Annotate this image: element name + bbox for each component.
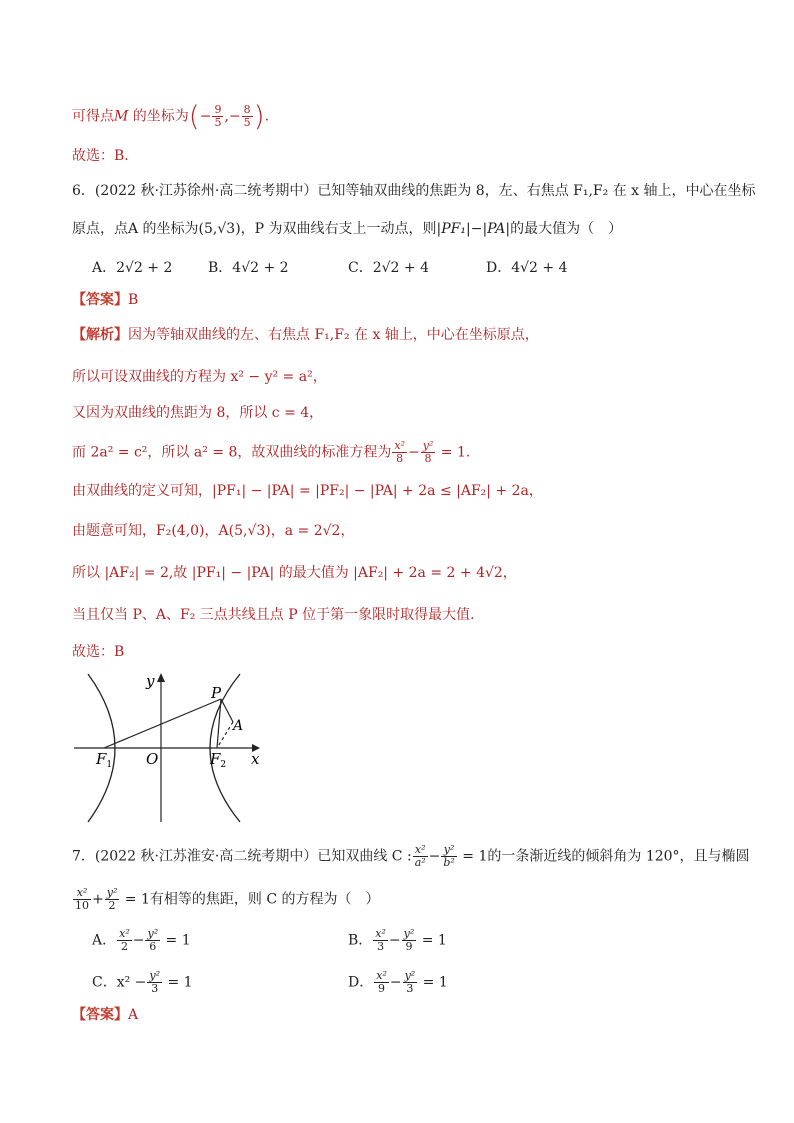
q7-text2: 有相等的焦距，则 C 的方程为（ ） xyxy=(149,891,380,908)
line-F1-P xyxy=(104,699,221,748)
fraction xyxy=(117,928,132,953)
q6-text-line2 xyxy=(72,219,622,239)
analysis-line-4 xyxy=(72,440,470,465)
F2-subscript: 2 xyxy=(220,760,227,770)
answer-value: A xyxy=(128,1007,139,1023)
var-M: M xyxy=(114,108,129,125)
q7-answer xyxy=(72,1005,138,1025)
frac-num: x² xyxy=(413,844,428,857)
label-F1 xyxy=(95,750,112,770)
fraction xyxy=(402,928,417,953)
fraction-x2-10 xyxy=(73,887,91,912)
analysis-4b: = 1. xyxy=(436,444,471,461)
equals-one: = 1 xyxy=(120,891,150,908)
frac-den: 3 xyxy=(151,982,159,995)
fraction xyxy=(374,970,389,995)
frac-num: y² xyxy=(149,969,161,982)
plus: + xyxy=(92,891,104,908)
q6-text2c: 的最大值为（ ） xyxy=(510,221,623,237)
q7-option-d: D． $\frac{\text{x²}}{9}$ − $\frac{\text{y²}}{3}$ = 1 xyxy=(348,969,448,995)
analysis-line-2: 所以可设双曲线的方程为 x² − y² = a²， xyxy=(72,369,327,385)
option-letter: C．x² − xyxy=(92,974,147,991)
fraction-y2-b2 xyxy=(441,844,456,869)
q7-text-line1 xyxy=(72,844,750,869)
analysis-text: 因为等轴双曲线的左、右焦点 F₁,F₂ 在 x 轴上，中心在坐标原点， xyxy=(128,327,539,343)
m-coordinate-line xyxy=(72,99,270,133)
hyperbola-figure xyxy=(70,668,270,824)
paren-left: ( xyxy=(188,99,200,133)
frac-den: 5 xyxy=(243,116,251,129)
analysis-label: 【解析】 xyxy=(72,327,128,343)
comma: ,− xyxy=(224,108,241,125)
answer-label: 【答案】 xyxy=(72,1007,128,1023)
frac-den: 8 xyxy=(424,452,432,465)
frac-num: y² xyxy=(403,927,415,940)
q6-text-line1: 6．(2022 秋·江苏徐州·高二统考期中）已知等轴双曲线的焦距为 8，左、右焦点 F₁,F₂ 在 x 轴上，中心在坐标 xyxy=(72,183,756,199)
frac-num: x² xyxy=(376,969,387,982)
fraction-x2-a2 xyxy=(413,844,428,869)
label-P: P xyxy=(211,684,222,702)
frac-den: b² xyxy=(443,856,455,869)
frac-den: 5 xyxy=(214,116,222,129)
label-O: O xyxy=(146,750,159,768)
analysis-line-3: 又因为双曲线的焦距为 8，所以 c = 4， xyxy=(72,405,324,421)
label-A: A xyxy=(233,718,244,734)
q6-option-b: B．4√2 + 2 xyxy=(208,260,289,276)
frac-den: a² xyxy=(414,856,426,869)
frac-num: y² xyxy=(404,969,416,982)
paren-right: ) xyxy=(253,99,265,133)
minus-1: − xyxy=(199,108,212,125)
y-axis-arrow-icon xyxy=(157,673,165,682)
F2-letter: F xyxy=(210,750,221,768)
fraction xyxy=(373,928,388,953)
analysis-line-7: 所以 |AF₂| = 2,故 |PF₁| − |PA| 的最大值为 |AF₂| + 2a = 2 + 4√2， xyxy=(72,565,517,581)
fraction-8-5 xyxy=(242,104,253,129)
frac-num: y² xyxy=(441,844,456,857)
frac-num: y² xyxy=(106,886,118,899)
analysis-line-1 xyxy=(72,325,539,345)
fraction-y2-8 xyxy=(421,440,436,465)
q7-text-line2 xyxy=(72,887,380,912)
frac-num: x² xyxy=(119,927,130,940)
q6-text2a: 原点，点A 的坐标为(5,√3)，P 为双曲线右支上一动点，则 xyxy=(72,221,437,237)
frac-num: y² xyxy=(147,927,159,940)
text-prefix: 可得点 xyxy=(72,108,114,125)
label-x: x xyxy=(251,750,260,768)
analysis-4a: 而 2a² = c²，所以 a² = 8，故双曲线的标准方程为 xyxy=(72,444,392,461)
fraction xyxy=(403,970,418,995)
q6-option-c: C．2√2 + 4 xyxy=(348,260,429,276)
fraction-y2-2 xyxy=(105,887,120,912)
line-P-A xyxy=(221,699,233,722)
frac-den: 2 xyxy=(108,899,116,912)
option-letter: D． xyxy=(348,974,374,991)
minus: − xyxy=(428,848,441,865)
frac-den: 9 xyxy=(378,982,386,995)
frac-num: x² xyxy=(394,439,405,452)
answer-value: B xyxy=(128,292,139,308)
analysis-line-5: 由双曲线的定义可知，|PF₁| − |PA| = |PF₂| − |PA| + 2a ≤ |AF₂| + 2a， xyxy=(72,483,543,499)
frac-den: 9 xyxy=(405,940,413,953)
q7-option-c: C．x² − $\frac{\text{y²}}{3}$ = 1 xyxy=(92,969,193,995)
frac-den: 2 xyxy=(120,940,128,953)
q6-option-a: A．2√2 + 2 xyxy=(92,260,173,276)
q6-answer xyxy=(72,290,138,310)
analysis-line-8: 当且仅当 P、A、F₂ 三点共线且点 P 位于第一象限时取得最大值. xyxy=(72,607,475,623)
q6-expression: |PF₁|−|PA| xyxy=(436,221,511,237)
answer-label: 【答案】 xyxy=(72,292,128,308)
fraction-x2-8 xyxy=(392,440,407,465)
minus: − xyxy=(407,444,420,461)
frac-num: x² xyxy=(375,927,386,940)
q5-choose: 故选：B. xyxy=(72,148,129,164)
F1-subscript: 1 xyxy=(106,760,113,770)
option-letter: A． xyxy=(92,932,117,949)
q7-option-b: B． $\frac{\text{x²}}{3}$ − $\frac{\text{y²}}{9}$ = 1 xyxy=(348,927,447,953)
q6-option-d: D．4√2 + 4 xyxy=(486,260,568,276)
q6-choose: 故选：B xyxy=(72,644,125,660)
frac-den: 6 xyxy=(149,940,157,953)
fraction xyxy=(147,970,162,995)
label-y: y xyxy=(146,672,155,690)
label-F2 xyxy=(209,750,226,770)
frac-num: x² xyxy=(73,887,91,900)
F1-letter: F xyxy=(96,750,107,768)
frac-num: 8 xyxy=(243,103,251,116)
q7-option-a: A． $\frac{\text{x²}}{2}$ − $\frac{\text{y²}}{6}$ = 1 xyxy=(92,927,191,953)
fraction xyxy=(145,928,160,953)
q7-text1a: 7．(2022 秋·江苏淮安·高二统考期中）已知双曲线 C : xyxy=(72,848,412,865)
option-letter: B． xyxy=(348,932,373,949)
frac-den: 10 xyxy=(75,899,89,912)
fraction-9-5 xyxy=(212,104,223,129)
frac-den: 3 xyxy=(377,940,385,953)
frac-den: 8 xyxy=(396,452,404,465)
frac-num: 9 xyxy=(214,103,222,116)
text-mid: 的坐标为 xyxy=(128,108,189,125)
frac-num: y² xyxy=(422,439,434,452)
analysis-line-6: 由题意可知，F₂(4,0)，A(5,√3)，a = 2√2， xyxy=(72,523,355,539)
frac-den: 3 xyxy=(406,982,414,995)
q7-text1b: 的一条渐近线的倾斜角为 120°，且与椭圆 xyxy=(487,848,750,865)
equals-one: = 1 xyxy=(457,848,488,865)
period: . xyxy=(264,108,270,125)
